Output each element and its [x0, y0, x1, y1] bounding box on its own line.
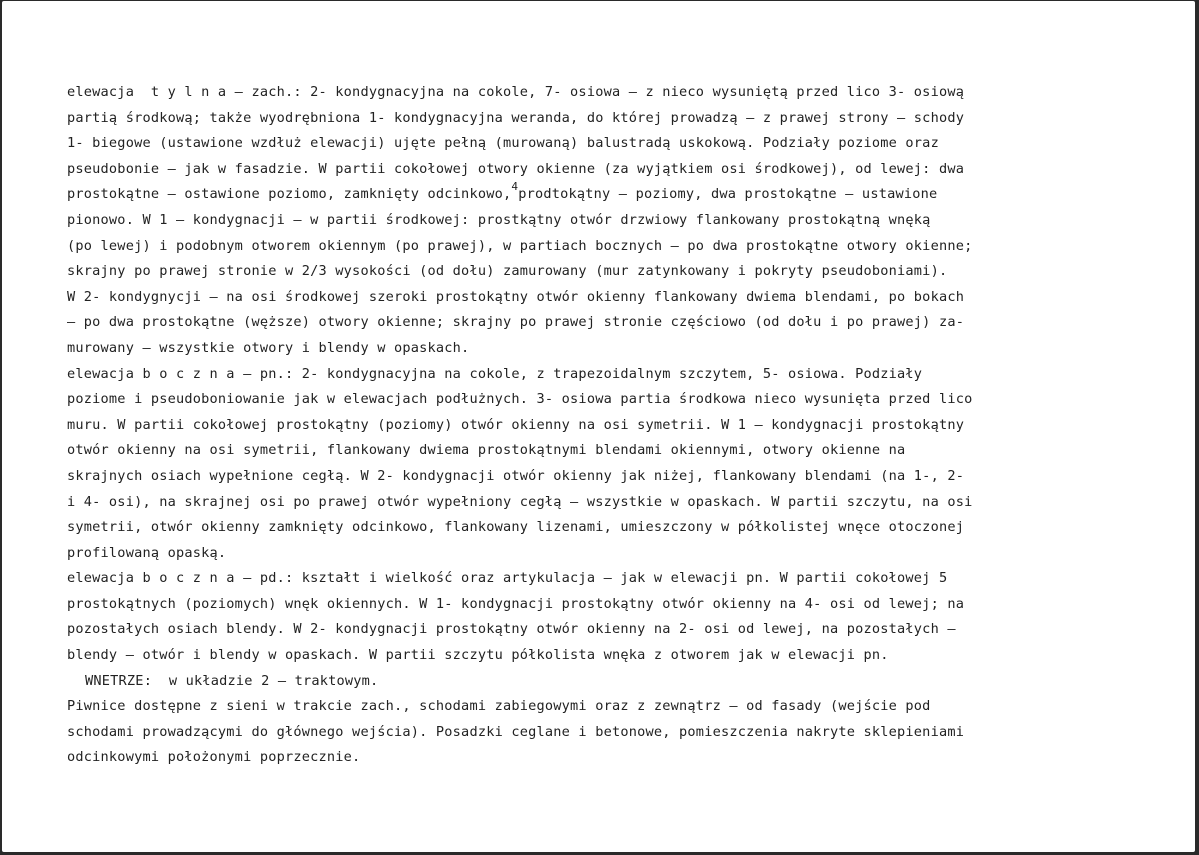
text-line: otwór okienny na osi symetrii, flankowany dwiema prostokątnymi blendami okiennymi, otwory okienne na [67, 442, 906, 459]
text-line: muru. W partii cokołowej prostokątny (poziomy) otwór okienny na osi symetrii. W 1 – kondygnacji prostokątny [67, 416, 965, 433]
text-line: profilowaną opaską. [67, 544, 227, 561]
typewritten-text [67, 80, 1167, 771]
text-line: Piwnice dostępne z sieni w trakcie zach., schodami zabiegowymi oraz z zewnątrz – od fasady (wejście pod [67, 698, 931, 715]
text-line [67, 182, 1167, 208]
text-line: W 2- kondygnycji – na osi środkowej szeroki prostokątny otwór okienny flankowany dwiema blendami, po bokach [67, 288, 965, 305]
text-line: skrajnych osiach wypełnione cegłą. W 2- kondygnacji otwór okienny jak niżej, flankowany blendami (na 1-, 2- [67, 467, 965, 484]
text-line: poziome i pseudoboniowanie jak w elewacjach podłużnych. 3- osiowa partia środkowa nieco wysunięta przed lico [67, 391, 973, 408]
text-line: – po dwa prostokątne (węższe) otwory okienne; skrajny po prawej stronie częściowo (od dołu i po prawej) za- [67, 314, 965, 331]
text-line: prostokątnych (poziomych) wnęk okiennych. W 1- kondygnacji prostokątny otwór okienny na 4- osi od lewej; na [67, 595, 965, 612]
text-segment: prodtokątny – poziomy, dwa prostokątne – ustawione [518, 186, 938, 203]
text-line: (po lewej) i podobnym otworem okiennym (po prawej), w partiach bocznych – po dwa prostokątne otwory okienne; [67, 237, 973, 254]
text-line: murowany – wszystkie otwory i blendy w opaskach. [67, 339, 470, 356]
section-heading: WNETRZE: w układzie 2 – traktowym. [85, 672, 379, 689]
document-page [2, 1, 1195, 852]
text-line: elewacja b o c z n a – pn.: 2- kondygnacyjna na cokole, z trapezoidalnym szczytem, 5- osiowa. Podziały [67, 365, 923, 382]
text-line: pozostałych osiach blendy. W 2- kondygnacji prostokątny otwór okienny na 2- osi od lewej, na pozostałych – [67, 621, 956, 638]
text-line: skrajny po prawej stronie w 2/3 wysokości (od dołu) zamurowany (mur zatynkowany i pokryty pseudoboniami). [67, 263, 948, 280]
text-line: partią środkową; także wyodrębniona 1- kondygnacyjna weranda, do której prowadzą – z prawej strony – schody [67, 109, 965, 126]
text-line: symetrii, otwór okienny zamknięty odcinkowo, flankowany lizenami, umieszczony w półkolistej wnęce otoczonej [67, 519, 965, 536]
text-line: i 4- osi), na skrajnej osi po prawej otwór wypełniony cegłą – wszystkie w opaskach. W partii szczytu, na osi [67, 493, 973, 510]
text-line: schodami prowadzącymi do głównego wejścia). Posadzki ceglane i betonowe, pomieszczenia nakryte sklepieniami [67, 723, 965, 740]
text-line: pionowo. W 1 – kondygnacji – w partii środkowej: prostkątny otwór drzwiowy flankowany prostokątną wnęką [67, 211, 931, 228]
text-line: elewacja t y l n a – zach.: 2- kondygnacyjna na cokole, 7- osiowa – z nieco wysuniętą przed lico 3- osiową [67, 84, 965, 100]
text-segment: prostokątne – ostawione poziomo, zamknięty odcinkowo, [67, 186, 512, 203]
text-line: odcinkowymi położonymi poprzecznie. [67, 749, 361, 766]
text-line: blendy – otwór i blendy w opaskach. W partii szczytu półkolista wnęka z otworem jak w elewacji pn. [67, 647, 889, 664]
text-line: 1- biegowe (ustawione wzdłuż elewacji) ujęte pełną (murowaną) balustradą uskokową. Podziały poziome oraz [67, 135, 939, 152]
text-line: pseudobonie – jak w fasadzie. W partii cokołowej otwory okienne (za wyjątkiem osi środkowej), od lewej: dwa [67, 160, 965, 177]
text-line: elewacja b o c z n a – pd.: kształt i wielkość oraz artykulacja – jak w elewacji pn. W partii cokołowej 5 [67, 570, 948, 587]
footnote-marker: 4 [511, 180, 519, 194]
